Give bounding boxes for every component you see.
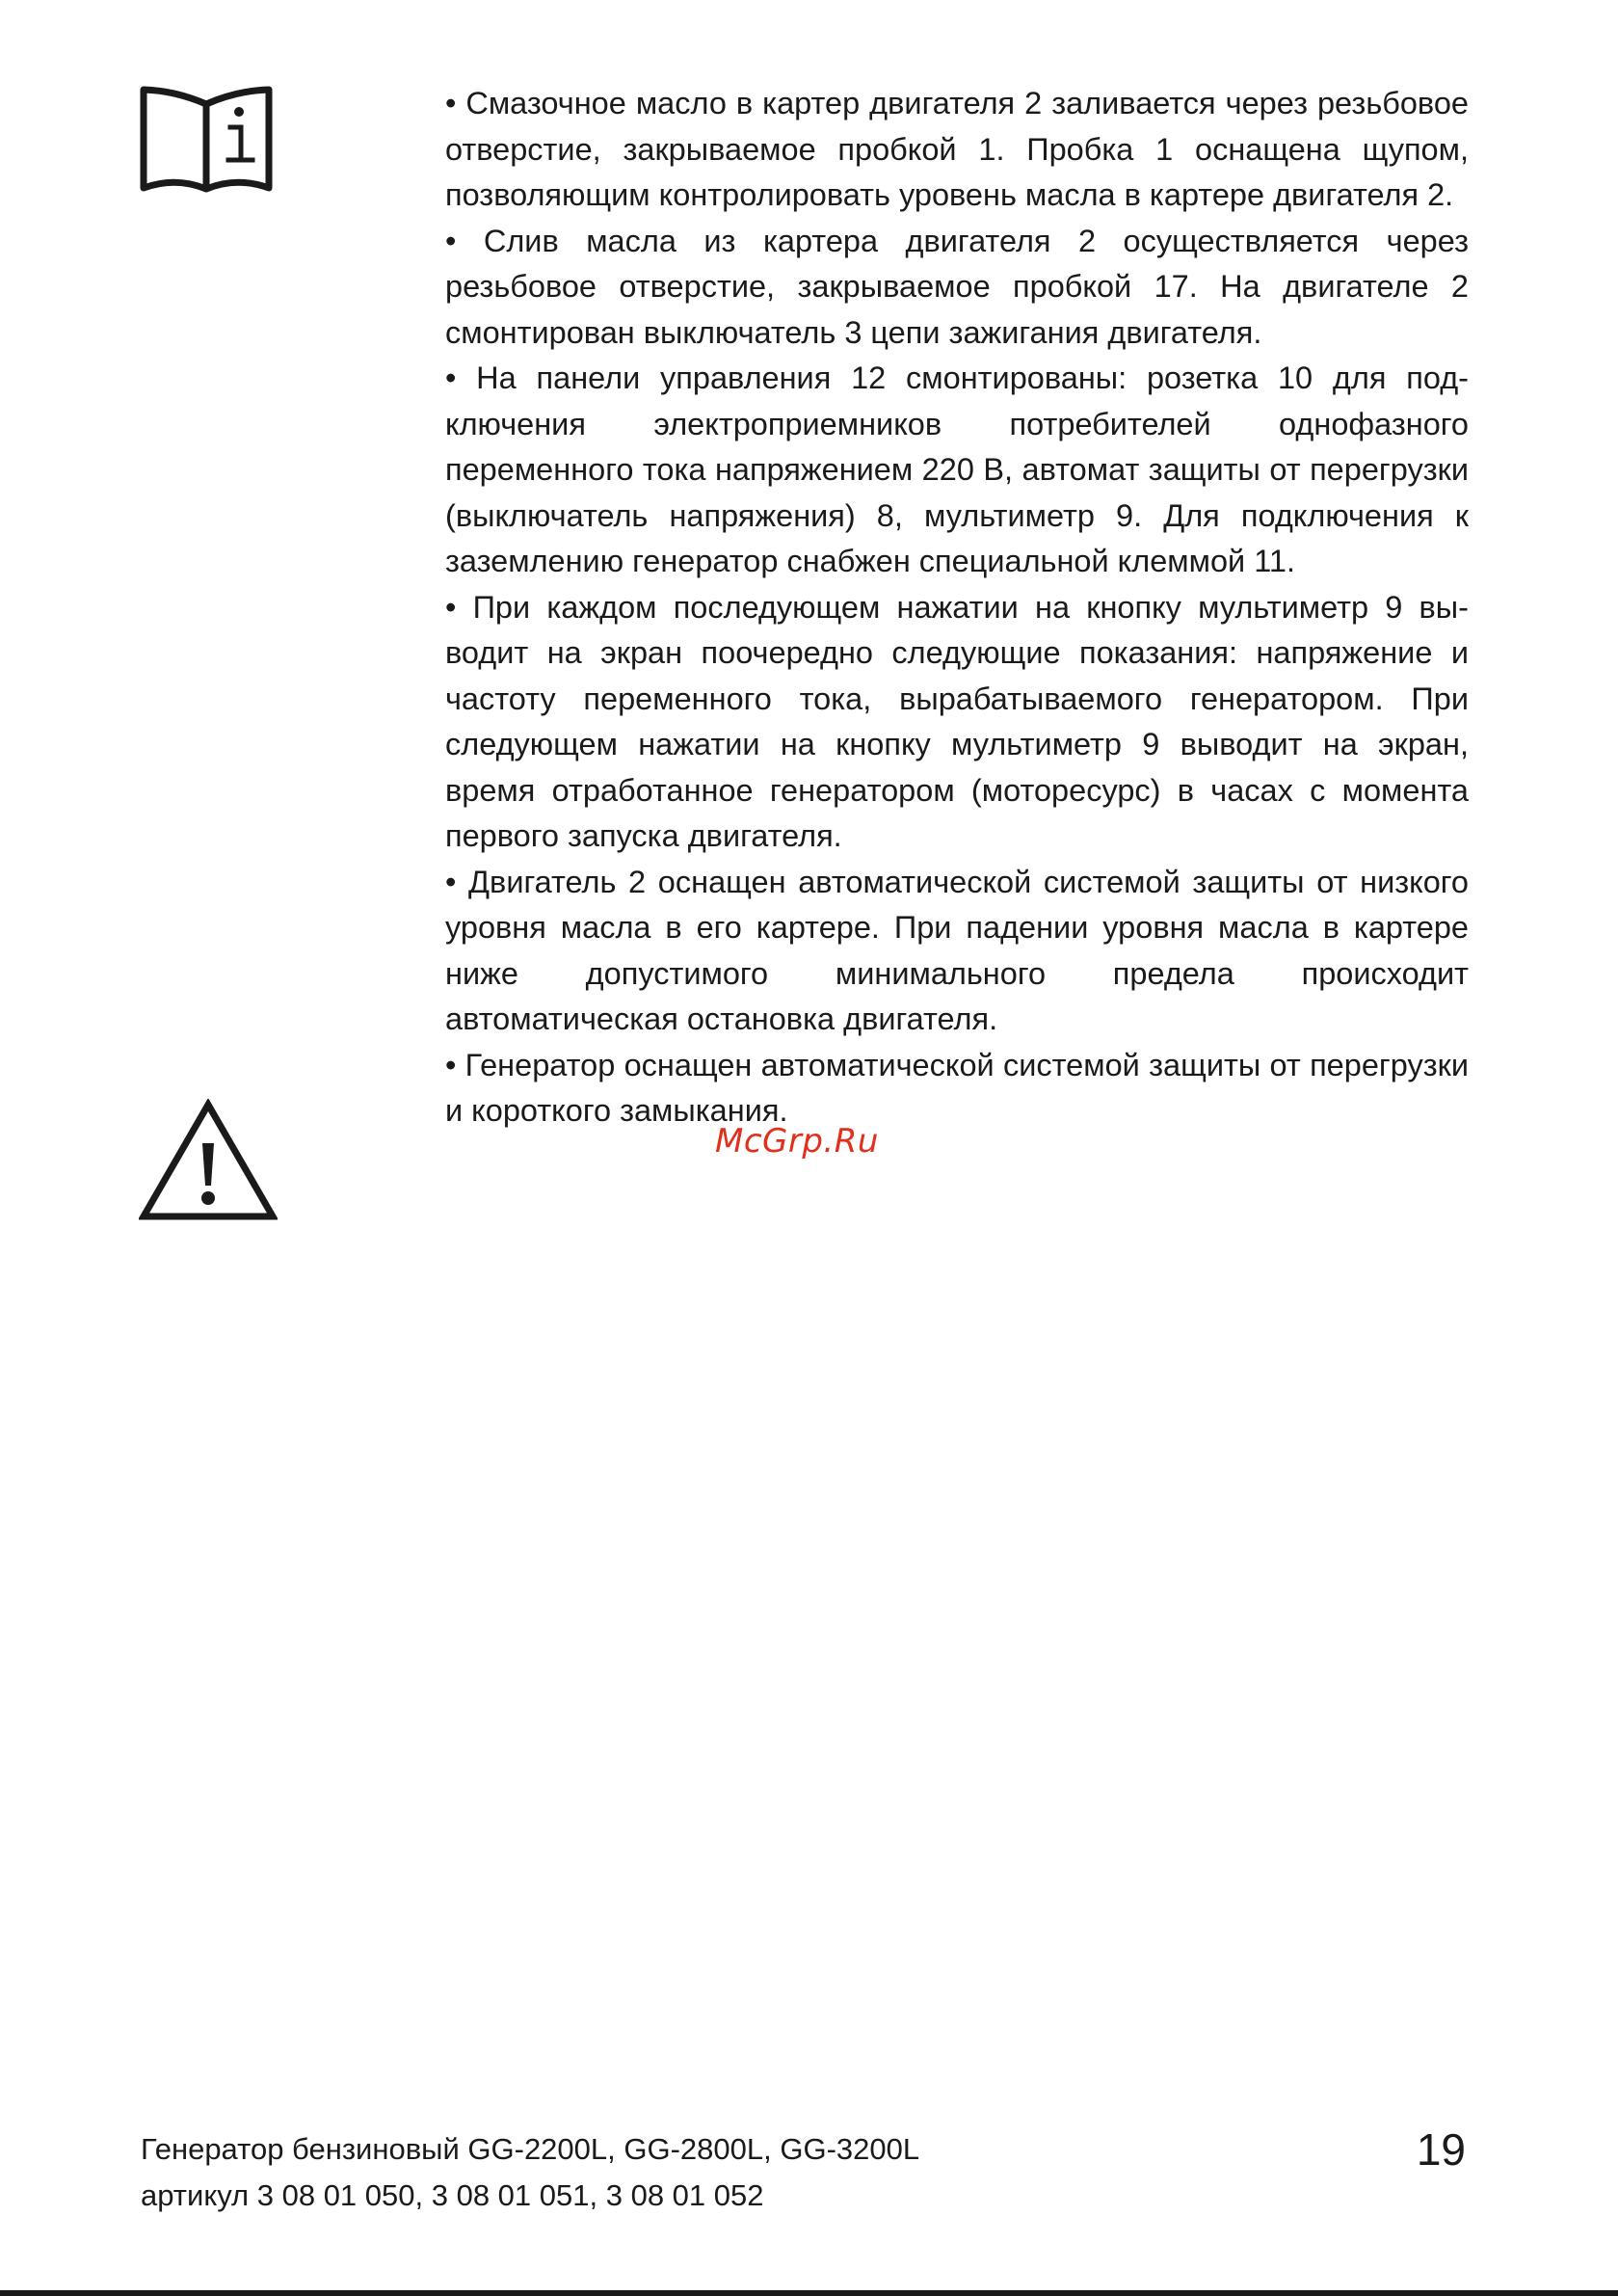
warning-triangle-icon <box>139 1099 278 1222</box>
body-text <box>445 81 1469 1135</box>
watermark: McGrp.Ru <box>715 1122 879 1161</box>
paragraph-low-oil-protection: • Двигатель 2 оснащен автоматической системой защиты от низкого уровня масла в его картере. При падении уровня масла в картере ниже допустимого минимального предела происходит автоматическая остановка двигателя. <box>445 864 1469 1036</box>
paragraph-oil-fill: • Смазочное масло в картер двигателя 2 заливается через резьбовое отверстие, закрываемое пробкой 1. Пробка 1 оснащена щупом, позволяющим контролировать уровень масла в картере двигателя 2. <box>445 86 1469 212</box>
paragraph-multimeter: • При каждом последующем нажатии на кнопку мультиметр 9 выводит на экран поочередно следующие показания: напряжение и частоту переменного тока, вырабатываемого генератором. При следующем нажатии на кнопку мультиметр 9 выводит на экран, время отработанное генератором (моторесурс) в часах с момента первого запуска двигателя. <box>445 589 1469 853</box>
footer <box>141 2126 919 2219</box>
paragraph-control-panel: • На панели управления 12 смонтированы: розетка 10 для подключения электроприемников потребителей однофазного переменного тока напряжением 220 В, автомат защиты от перегрузки (выключатель напряжения) 8, мультиметр 9. Для подключения к заземлению генератор снабжен специальной клеммой 11. <box>445 360 1469 578</box>
bottom-divider <box>0 2290 1618 2296</box>
page-number: 19 <box>1416 2124 1466 2175</box>
footer-product-title: Генератор бензиновый GG-2200L, GG-2800L, GG-3200L <box>141 2132 920 2166</box>
paragraph-oil-drain: • Слив масла из картера двигателя 2 осуществляется через резьбовое отверстие, закрываемое пробкой 17. На двигателе 2 смонтирован выключатель 3 цепи зажигания двигателя. <box>445 223 1469 350</box>
footer-article-numbers: артикул 3 08 01 050, 3 08 01 051, 3 08 01 052 <box>141 2178 764 2212</box>
book-info-icon <box>139 85 274 197</box>
paragraph-overload-protection: • Генератор оснащен автоматической системой защиты от перегрузки и короткого замыкания. <box>445 1047 1469 1128</box>
